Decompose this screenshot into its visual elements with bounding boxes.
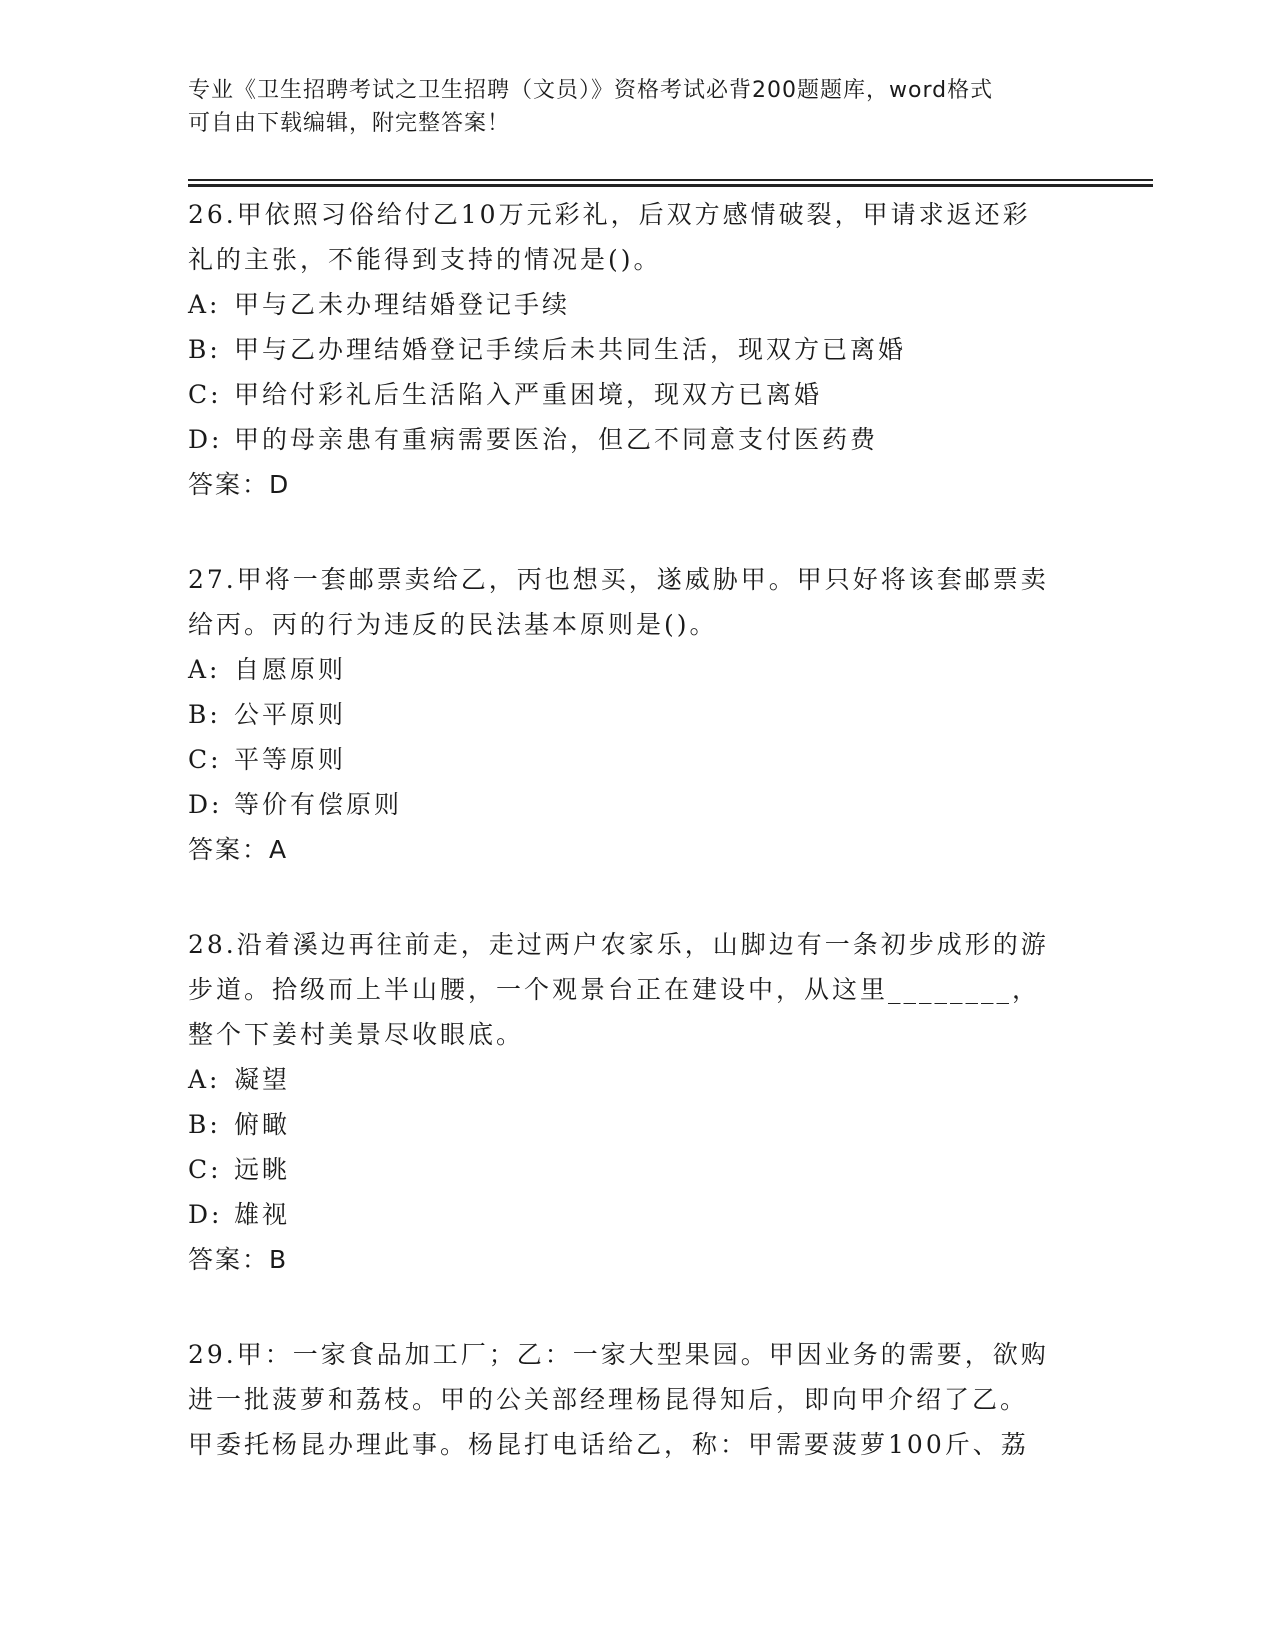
option-label: D:	[188, 790, 223, 819]
question-28	[188, 922, 1088, 1282]
header-divider-thin	[188, 179, 1153, 181]
question-text-line: 甲委托杨昆办理此事。杨昆打电话给乙，称：甲需要菠萝100斤、荔	[188, 1430, 1029, 1459]
option-label: B:	[188, 335, 221, 364]
question-text-line: 27.甲将一套邮票卖给乙，丙也想买，遂威胁甲。甲只好将该套邮票卖	[188, 565, 1049, 594]
option-label: C:	[188, 1155, 222, 1184]
option-text: 凝望	[234, 1065, 291, 1094]
document-header	[188, 74, 1068, 140]
option-text: 等价有偿原则	[234, 790, 403, 819]
option-d	[188, 1192, 1088, 1237]
option-label: B:	[188, 1110, 221, 1139]
question-text-line: 26.甲依照习俗给付乙10万元彩礼，后双方感情破裂，甲请求返还彩	[188, 200, 1031, 229]
option-text: 俯瞰	[234, 1110, 291, 1139]
option-b	[188, 1102, 1088, 1147]
option-label: C:	[188, 380, 222, 409]
option-d	[188, 417, 1088, 462]
option-text: 甲与乙办理结婚登记手续后未共同生活，现双方已离婚	[234, 335, 907, 364]
answer: 答案：D	[188, 470, 291, 499]
question-26	[188, 192, 1088, 507]
answer: 答案：A	[188, 835, 289, 864]
question-27	[188, 557, 1088, 872]
option-a	[188, 1057, 1088, 1102]
option-a	[188, 282, 1088, 327]
question-text-line: 礼的主张，不能得到支持的情况是()。	[188, 245, 662, 274]
option-label: A:	[188, 290, 221, 319]
question-text-line: 整个下姜村美景尽收眼底。	[188, 1020, 525, 1049]
question-29	[188, 1332, 1088, 1467]
option-b	[188, 327, 1088, 372]
header-line-2: 可自由下载编辑，附完整答案！	[188, 111, 511, 136]
header-line-1: 专业《卫生招聘考试之卫生招聘（文员）》资格考试必背200题题库，word格式	[188, 78, 994, 103]
answer: 答案：B	[188, 1245, 289, 1274]
option-text: 甲与乙未办理结婚登记手续	[234, 290, 571, 319]
option-text: 甲给付彩礼后生活陷入严重困境，现双方已离婚	[234, 380, 823, 409]
option-c	[188, 372, 1088, 417]
question-text-line: 29.甲：一家食品加工厂；乙：一家大型果园。甲因业务的需要，欲购	[188, 1340, 1049, 1369]
option-text: 远眺	[234, 1155, 291, 1184]
option-label: C:	[188, 745, 222, 774]
question-text-line: 步道。拾级而上半山腰，一个观景台正在建设中，从这里________，	[188, 975, 1041, 1004]
option-label: D:	[188, 1200, 223, 1229]
question-text-line: 28.沿着溪边再往前走，走过两户农家乐，山脚边有一条初步成形的游	[188, 930, 1049, 959]
header-divider-thick	[188, 184, 1153, 187]
question-list	[188, 192, 1088, 1517]
question-text-line: 进一批菠萝和荔枝。甲的公关部经理杨昆得知后，即向甲介绍了乙。	[188, 1385, 1029, 1414]
option-label: D:	[188, 425, 223, 454]
option-c	[188, 1147, 1088, 1192]
option-text: 平等原则	[234, 745, 347, 774]
option-label: B:	[188, 700, 221, 729]
option-a	[188, 647, 1088, 692]
question-text-line: 给丙。丙的行为违反的民法基本原则是()。	[188, 610, 718, 639]
option-c	[188, 737, 1088, 782]
option-text: 雄视	[234, 1200, 291, 1229]
option-label: A:	[188, 655, 221, 684]
option-b	[188, 692, 1088, 737]
option-text: 公平原则	[234, 700, 347, 729]
option-text: 甲的母亲患有重病需要医治，但乙不同意支付医药费	[234, 425, 879, 454]
option-text: 自愿原则	[234, 655, 347, 684]
option-d	[188, 782, 1088, 827]
option-label: A:	[188, 1065, 221, 1094]
